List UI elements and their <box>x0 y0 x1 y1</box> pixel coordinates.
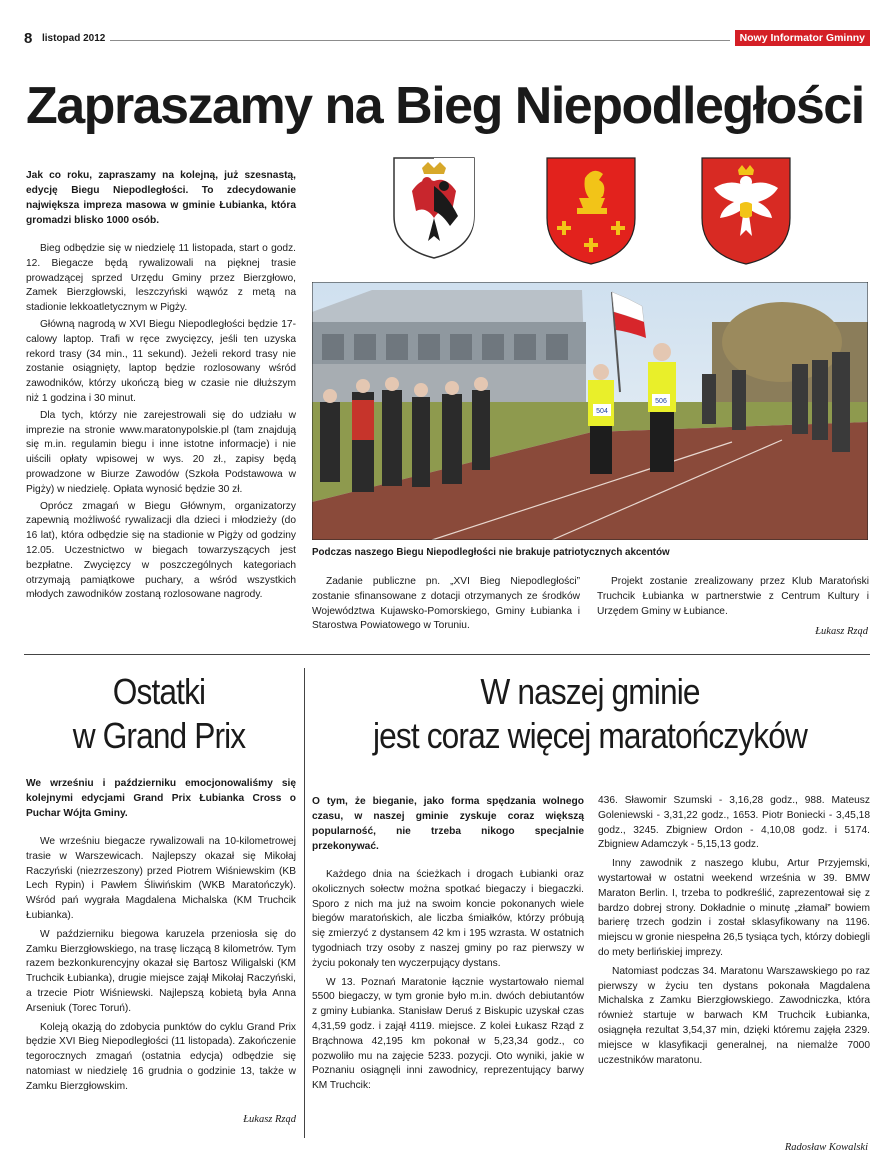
article3-title <box>344 670 837 758</box>
article3-column-2 <box>598 794 870 1068</box>
page-number: 8 <box>24 30 33 47</box>
column-divider <box>304 668 305 1138</box>
coat-of-arms-torun-powiat-icon <box>700 156 792 266</box>
article3-paragraph: Inny zawodnik z naszego klubu, Artur Przyjemski, wystartował w ostatni weekend września w 39. BMW Maraton Berlin. I, trzeba to podkreślić, zaprezentował się z bardzo dobrej strony. Dokładnie o minutę „złamał” bowiem barierę trzech godzin i został sklasyfikowany na 1196. miejscu w gronie niespełna 26,5 tysiąca tych, którzy dobiegli do mety berlińskiej imprezy. <box>598 858 870 958</box>
article1-author: Łukasz Rząd <box>815 626 868 637</box>
section-divider <box>24 654 870 655</box>
funding-note-right-text: Projekt zostanie zrealizowany przez Klub Maratoński Truchcik Łubianka w partnerstwie z Centrum Kultury i Urzędem Gminy w Łubiance. <box>597 576 869 617</box>
article1-left-column <box>26 168 296 603</box>
article3-paragraph: W 13. Poznań Maratonie łącznie wystartowało niemal 5500 biegaczy, w tym gronie było m.in. dwóch debiutantów z gminy Łubianka. Stanisław Deruś z Biskupic uzyskał czas 4,31,59 godz. i zajął 4119. miejsce. Z kolei Łukasz Rząd z Brąchnowa 42,195 km pokonał w 5,23,34 godz., co pozwoliło mu na zajęcie 5233. pozycji. Oto wyniki, jakie w Poznaniu osiągnęli inni zawodnicy, reprezentujący barwy KM Truchcik: <box>312 976 584 1092</box>
article3-column-1 <box>312 794 584 1094</box>
article2-title-line: w Grand Prix <box>72 715 246 756</box>
article1-paragraph: Bieg odbędzie się w niedzielę 11 listopada, start o godz. 12. Biegacze będą rywalizowali na pięknej trasie prowadzącej sprzed Urzędu Gminy przez Bierzgłowo, Zamek Bierzgłowski, leszczyński wąwóz z metą na stadionie lekkoatletycznym w Pigży. <box>26 243 296 314</box>
article3-results-list: 436. Sławomir Szumski - 3,16,28 godz., 988. Mateusz Goleniewski - 3,31,22 godz., 1653. Piotr Boniecki - 3,45,18 godz., 3245. Zbigniew Ordon - 4,10,08 godz. i 5174. Zbigniew Adamczyk - 5,15,13 godz. <box>598 795 870 851</box>
article3-paragraph: Każdego dnia na ścieżkach i drogach Łubianki oraz okolicznych sołectw można spotkać biegaczy i biegaczki. Sporo z nich ma już na swoim koncie pokonanych wiele biegów maratońskich, ale liczba śmiałków, którzy próbują się zmierzyć z dystansem 42 km i 195 wzrasta. W ostatnich tygodniach trzy osoby z naszej gminy po raz pierwszy w życiu pokonały ten wyczerpujący dystans. <box>312 869 584 969</box>
article2-paragraph: W październiku biegowa karuzela przeniosła się do Zamku Bierzgłowskiego, na trasę liczącą 8 kilometrów. Tym razem bezkonkurencyjny okazał się Bartosz Wiligalski (KM Truchcik Łubianka), drugie miejsce zajął Mikołaj Raczyński, a trzecie Piotr Wiśniewski. Najlepszą kobietą była Anna Arseniuk (Torec Toruń). <box>26 928 296 1014</box>
funding-note-right <box>597 575 869 619</box>
article2-paragraph: We wrześniu biegacze rywalizowali na 10-kilometrowej trasie w Warszewicach. Najlepszy okazał się Mikołaj Raczyński (niezrzeszony) przed Piotrem Wiśniewskim (KB Lech Rypin) i Pawłem Śliwińskim (WKB Maratończyk). Wśród pań wygrała Magdalena Michalska (KM Truchcik Łubianka). <box>26 836 296 921</box>
article-title: Zapraszamy na Bieg Niepodległości <box>26 77 864 135</box>
article2-title-line: Ostatki <box>112 671 206 712</box>
race-photo <box>312 282 868 540</box>
article3-author: Radosław Kowalski <box>784 1142 868 1153</box>
photo-caption: Podczas naszego Biegu Niepodległości nie brakuje patriotycznych akcentów <box>312 547 670 558</box>
publication-badge: Nowy Informator Gminny <box>735 30 870 46</box>
article2-column <box>26 776 296 1095</box>
article2-title <box>40 670 278 758</box>
article3-title-line: W naszej gminie <box>480 671 700 712</box>
funding-note-left <box>312 575 580 634</box>
article1-paragraph: Główną nagrodą w XVI Biegu Niepodległości będzie 17-calowy laptop. Trafi w ręce zwycięzcy, jeśli ten uzyska rekord trasy (34 min., 11 sekund). Jeżeli rekord trasy nie zostanie osiągnięty, laptop będzie rozlosowany wśród zawodników, którzy ukończą bieg w czasie nie dłuższym niż 1 godzina i 30 minut. <box>26 318 296 404</box>
coat-of-arms-kujawsko-pomorskie-icon <box>392 156 476 260</box>
article1-lead: Jak co roku, zapraszamy na kolejną, już szesnastą, edycję Biegu Niepodległości. To zdecydowanie największa impreza masowa w gminie Łubianka, która gromadzi blisko 1000 osób. <box>26 170 296 226</box>
article3-title-line: jest coraz więcej maratończyków <box>372 715 808 756</box>
article1-paragraph: Oprócz zmagań w Biegu Głównym, organizatorzy zapewnią możliwość rywalizacji dla dzieci i młodzieży (do 16 lat), która odbędzie się na stadionie w Pigży od godziny 12.05. Uczestnictwo w biegach towarzyszących jest bezpłatne. Zwycięzcy w poszczególnych kategoriach otrzymają pamiątkowe puchary, a wśród wszystkich młodych zawodników zostaną rozlosowane nagrody. <box>26 500 296 601</box>
article3-lead: O tym, że bieganie, jako forma spędzania wolnego czasu, w naszej gminie zyskuje coraz większą popularność, nie trzeba nikogo specjalnie przekonywać. <box>312 796 584 852</box>
article3-paragraph: Natomiast podczas 34. Maratonu Warszawskiego po raz pierwszy w życiu ten dystans pokonała Magdalena Michalska z Zamku Bierzgłowskiego. Zawodniczka, która również startuje w barwach KM Truchcik Łubianka, osiągnęła rezultat 3,54,37 min, dzięki któremu zajęła 2329. miejsce w klasyfikacji generalnej, na niemalże 7000 uczestników maratonu. <box>598 965 870 1066</box>
article2-lead: We wrześniu i październiku emocjonowaliśmy się kolejnymi edycjami Grand Prix Łubianka Cross o Puchar Wójta Gminy. <box>26 778 296 819</box>
article1-paragraph: Dla tych, którzy nie zarejestrowali się do udziału w imprezie na stronie www.maratonypolskie.pl (tam znajdują się m.in. regulamin biegu i inne istotne informacje) i nie uiścili opłaty wpisowej w wys. 20 zł., zapisy będą prowadzone w Biurze Zawodów (Szkoła Podstawowa w Pigży) w niedzielę. Opłata wynosić będzie 30 zł. <box>26 409 296 495</box>
coat-of-arms-lubianka-icon <box>545 156 637 266</box>
bib-number: 506 <box>655 398 667 405</box>
bib-number: 504 <box>596 408 608 415</box>
article2-author: Łukasz Rząd <box>243 1114 296 1125</box>
funding-note-left-text: Zadanie publiczne pn. „XVI Bieg Niepodległości” zostanie sfinansowane z dotacji otrzymanych ze środków Województwa Kujawsko-Pomorskiego, Gminy Łubianka i Starostwa Powiatowego w Toruniu. <box>312 576 580 632</box>
issue-date: listopad 2012 <box>42 33 106 44</box>
header-rule <box>110 40 730 41</box>
article2-paragraph: Koleją okazją do zdobycia punktów do cyklu Grand Prix będzie XVI Bieg Niepodległości (11 listopada). Zakończenie tegorocznych zmagań (ostatnia edycja) odbędzie się natomiast w niedzielę 16 grudnia o godzinie 13, także w Zamku Bierzgłowskim. <box>26 1021 296 1092</box>
page-header <box>24 30 870 48</box>
